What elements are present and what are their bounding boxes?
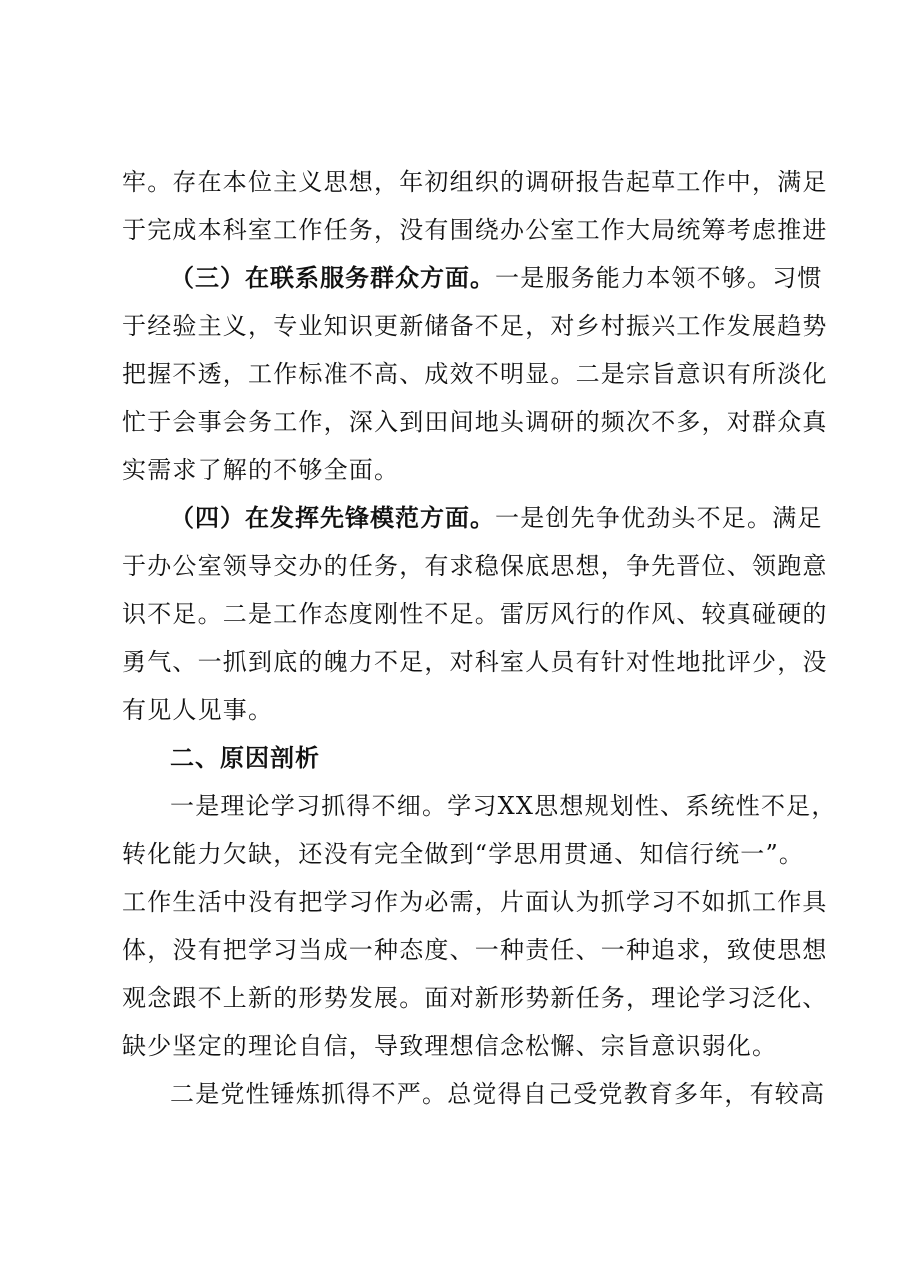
section-heading-three: （三）在联系服务群众方面。 bbox=[170, 264, 495, 292]
text-line: 把握不透，工作标准不高、成效不明显。二是宗旨意识有所淡化 bbox=[122, 360, 828, 388]
text-line: 缺少坚定的理论自信，导致理想信念松懈、宗旨意识弱化。 bbox=[122, 1032, 778, 1060]
text-line: 二是党性锤炼抓得不严。总觉得自己受党教育多年，有较高 bbox=[170, 1080, 826, 1108]
chapter-heading-cause-analysis: 二、原因剖析 bbox=[170, 744, 320, 772]
text-line: 转化能力欠缺，还没有完全做到“学思用贯通、知信行统一”。 bbox=[122, 840, 805, 868]
paragraph-three bbox=[170, 258, 823, 298]
text-line: 工作生活中没有把学习作为必需，片面认为抓学习不如抓工作具 bbox=[122, 888, 828, 916]
text-line: 勇气、一抓到底的魄力不足，对科室人员有针对性地批评少，没 bbox=[122, 648, 828, 676]
text-line: 于经验主义，专业知识更新储备不足，对乡村振兴工作发展趋势 bbox=[122, 312, 828, 340]
paragraph-four bbox=[170, 498, 823, 538]
text-line: 识不足。二是工作态度刚性不足。雷厉风行的作风、较真碰硬的 bbox=[122, 600, 828, 628]
text-line: 观念跟不上新的形势发展。面对新形势新任务，理论学习泛化、 bbox=[122, 984, 828, 1012]
text-line: 一是理论学习抓得不细。学习XX思想规划性、系统性不足， bbox=[170, 792, 837, 820]
text-line: 于完成本科室工作任务，没有围绕办公室工作大局统筹考虑推进 bbox=[122, 216, 828, 244]
text-line: 牢。存在本位主义思想，年初组织的调研报告起草工作中，满足 bbox=[122, 168, 828, 196]
text-span: 一是创先争优劲头不足。满足 bbox=[495, 504, 823, 532]
text-line: 有见人见事。 bbox=[122, 696, 274, 724]
section-heading-four: （四）在发挥先锋模范方面。 bbox=[170, 504, 495, 532]
text-line: 实需求了解的不够全面。 bbox=[122, 456, 400, 484]
text-line: 于办公室领导交办的任务，有求稳保底思想，争先晋位、领跑意 bbox=[122, 552, 828, 580]
text-line: 忙于会事会务工作，深入到田间地头调研的频次不多，对群众真 bbox=[122, 408, 828, 436]
text-line: 体，没有把学习当成一种态度、一种责任、一种追求，致使思想 bbox=[122, 936, 828, 964]
text-span: 一是服务能力本领不够。习惯 bbox=[495, 264, 823, 292]
